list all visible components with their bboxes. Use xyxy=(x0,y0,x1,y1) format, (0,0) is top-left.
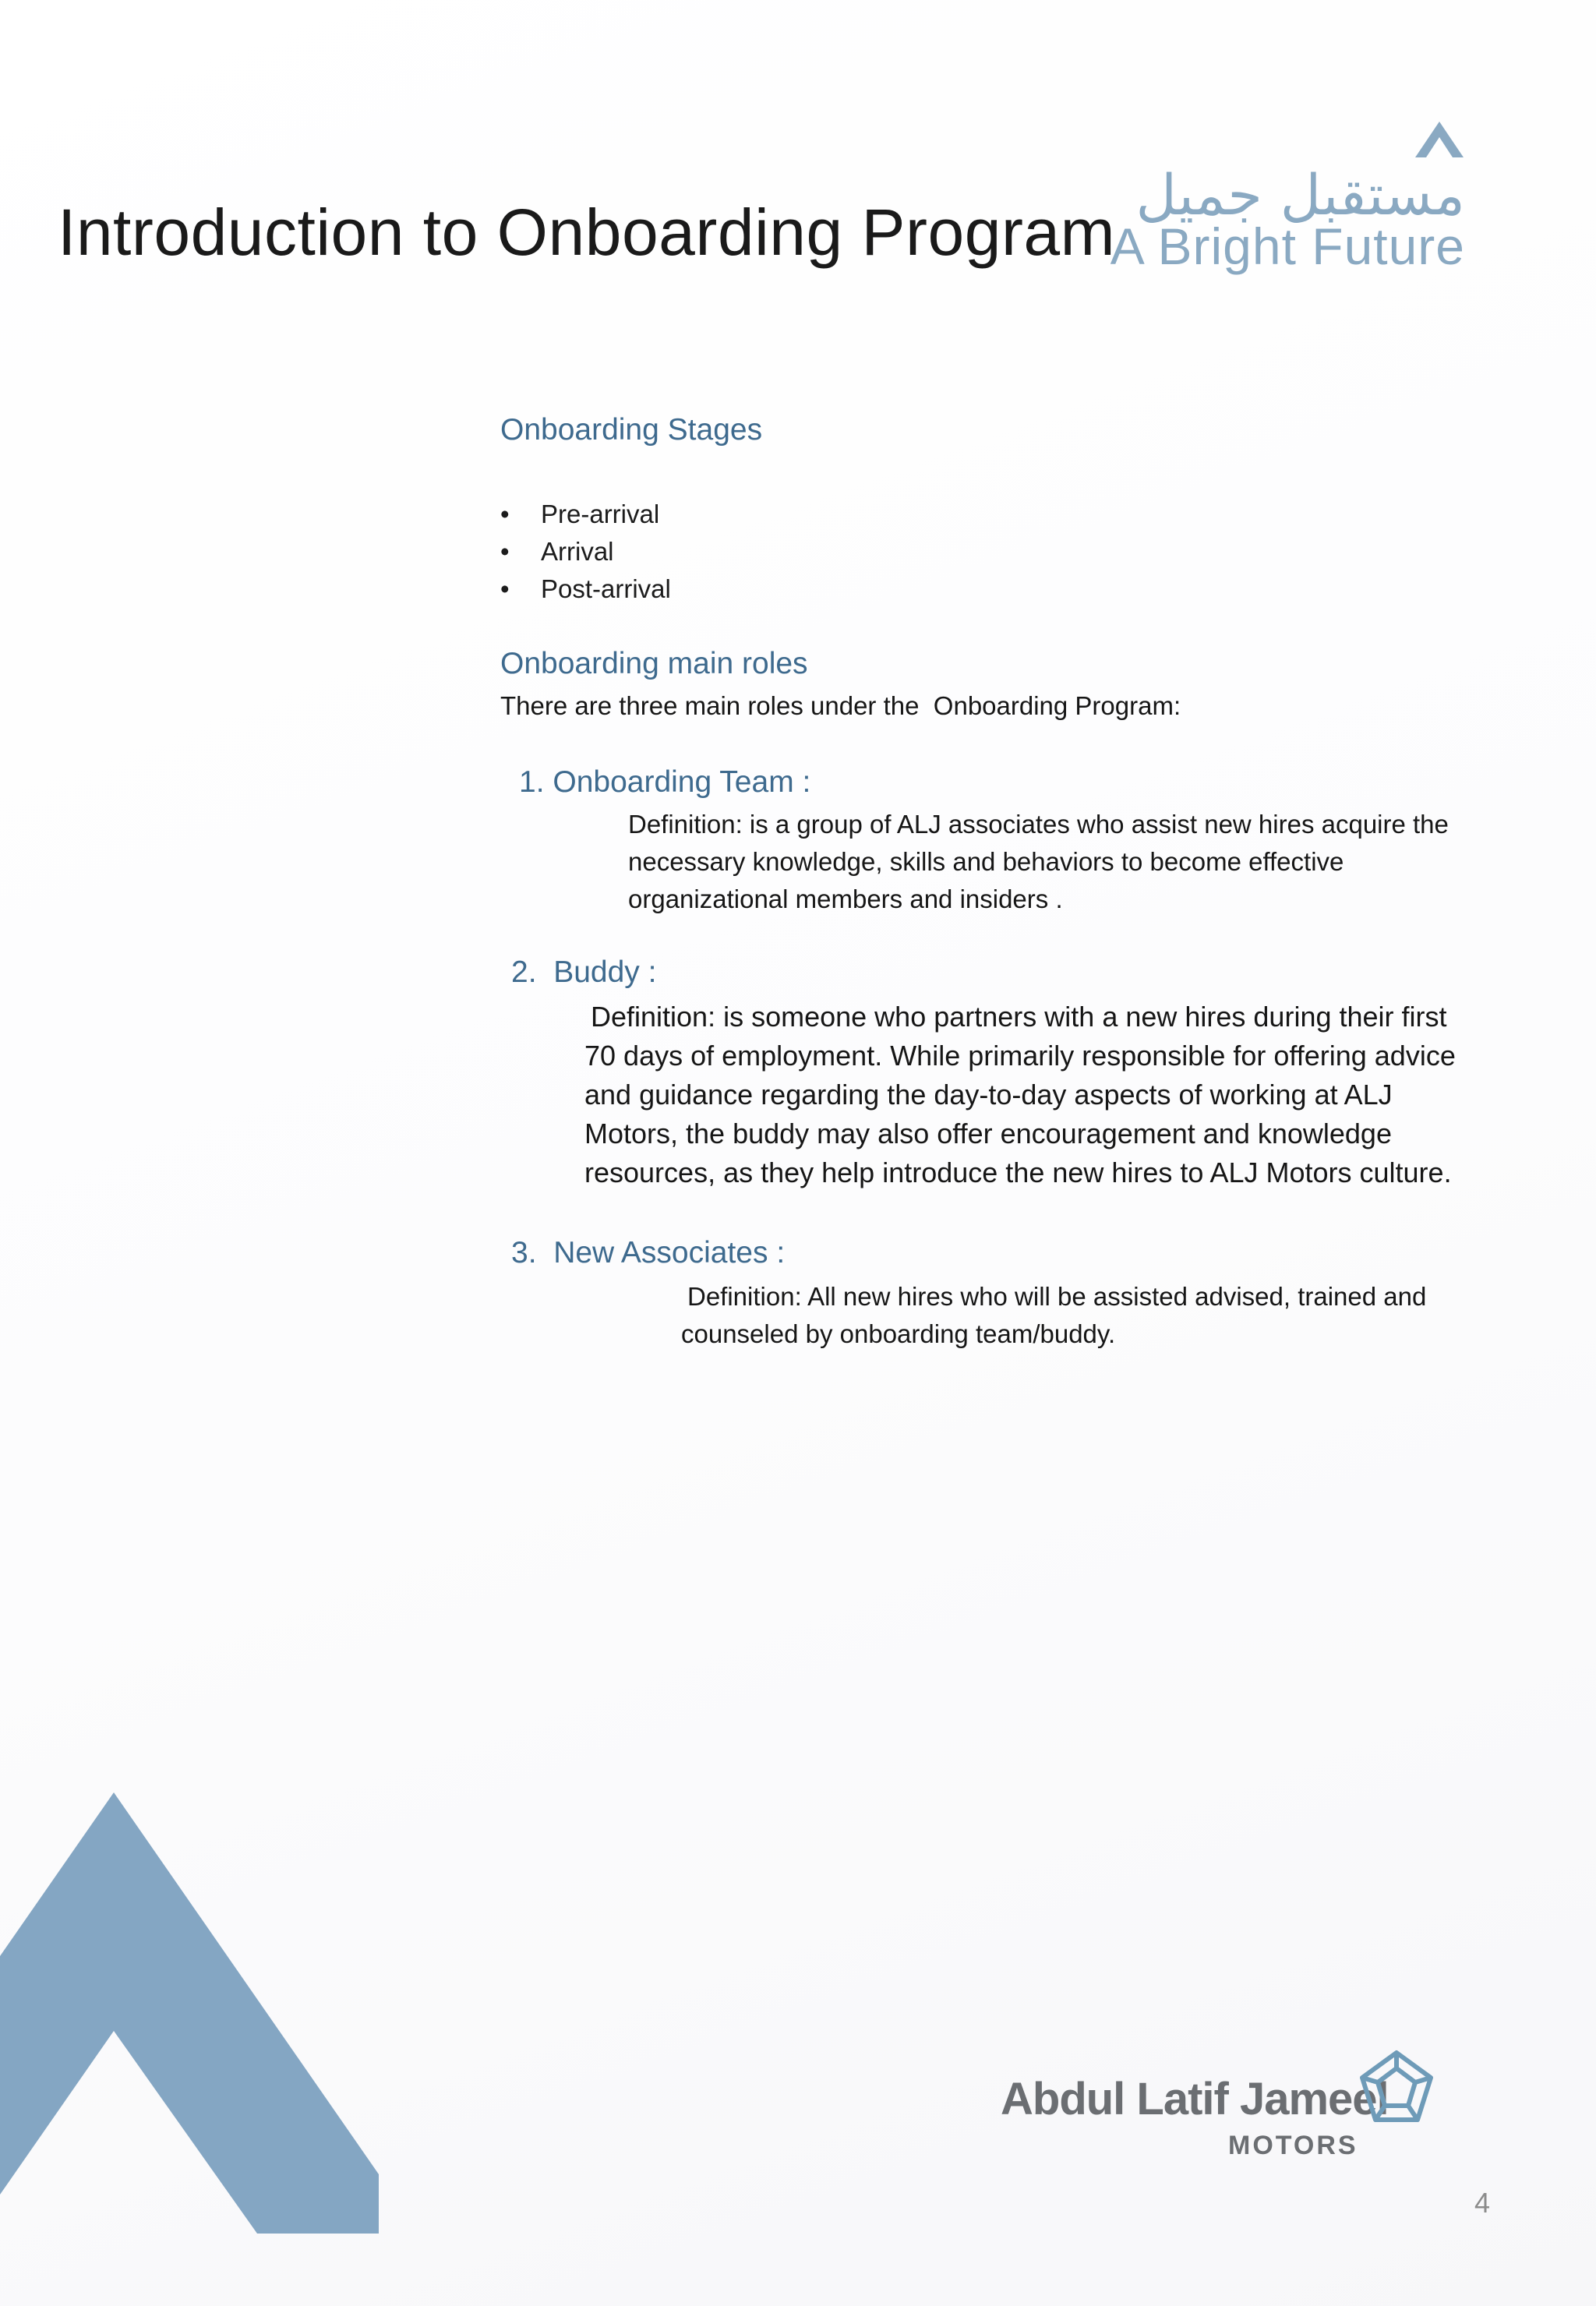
list-item xyxy=(500,533,671,570)
role-label-new-associates: 3. New Associates : xyxy=(511,1236,786,1270)
english-tagline: A Bright Future xyxy=(1110,217,1465,275)
role-label-onboarding-team: 1. Onboarding Team : xyxy=(519,765,811,799)
bullet: • xyxy=(500,537,510,566)
stage-label: Post-arrival xyxy=(541,574,671,603)
stage-label: Pre-arrival xyxy=(541,500,660,528)
page-title: Introduction to Onboarding Program xyxy=(58,196,1116,269)
company-division: MOTORS xyxy=(1228,2131,1358,2160)
stages-list xyxy=(500,496,671,608)
chevron-up-icon xyxy=(1415,122,1464,157)
role-definition-new-associates: Definition: All new hires who will be assisted advised, trained and counseled by onboarding team/buddy. xyxy=(681,1282,1427,1348)
company-name: Abdul Latif Jameel xyxy=(1001,2074,1389,2124)
alj-motors-logo xyxy=(998,2050,1442,2167)
role-definition-onboarding-team: Definition: is a group of ALJ associates who assist new hires acquire the necessary knowledge, skills and behaviors to become effective organizational members and insiders . xyxy=(628,810,1449,913)
bright-future-logo xyxy=(1107,117,1465,281)
list-item xyxy=(500,496,671,533)
role-definition-buddy: Definition: is someone who partners with a new hires during their first 70 days of employment. While primarily responsible for offering advice and guidance regarding the day-to-day aspects of working at ALJ Motors, the buddy may also offer encouragement and knowledge resources, as they help introduce the new hires to ALJ Motors culture. xyxy=(584,1001,1456,1188)
role-label-buddy: 2. Buddy : xyxy=(511,955,657,989)
stage-label: Arrival xyxy=(541,537,614,566)
stages-heading: Onboarding Stages xyxy=(500,413,763,447)
large-chevron-shape xyxy=(0,1792,379,2237)
alj-star-emblem-icon xyxy=(1358,2050,1435,2128)
arabic-tagline: مستقبل جميل xyxy=(1135,162,1465,228)
page-number: 4 xyxy=(1474,2187,1491,2219)
list-item xyxy=(500,570,671,608)
roles-intro: There are three main roles under the Onboarding Program: xyxy=(500,691,1181,720)
roles-heading: Onboarding main roles xyxy=(500,647,808,680)
bullet: • xyxy=(500,500,510,528)
bullet: • xyxy=(500,574,510,603)
